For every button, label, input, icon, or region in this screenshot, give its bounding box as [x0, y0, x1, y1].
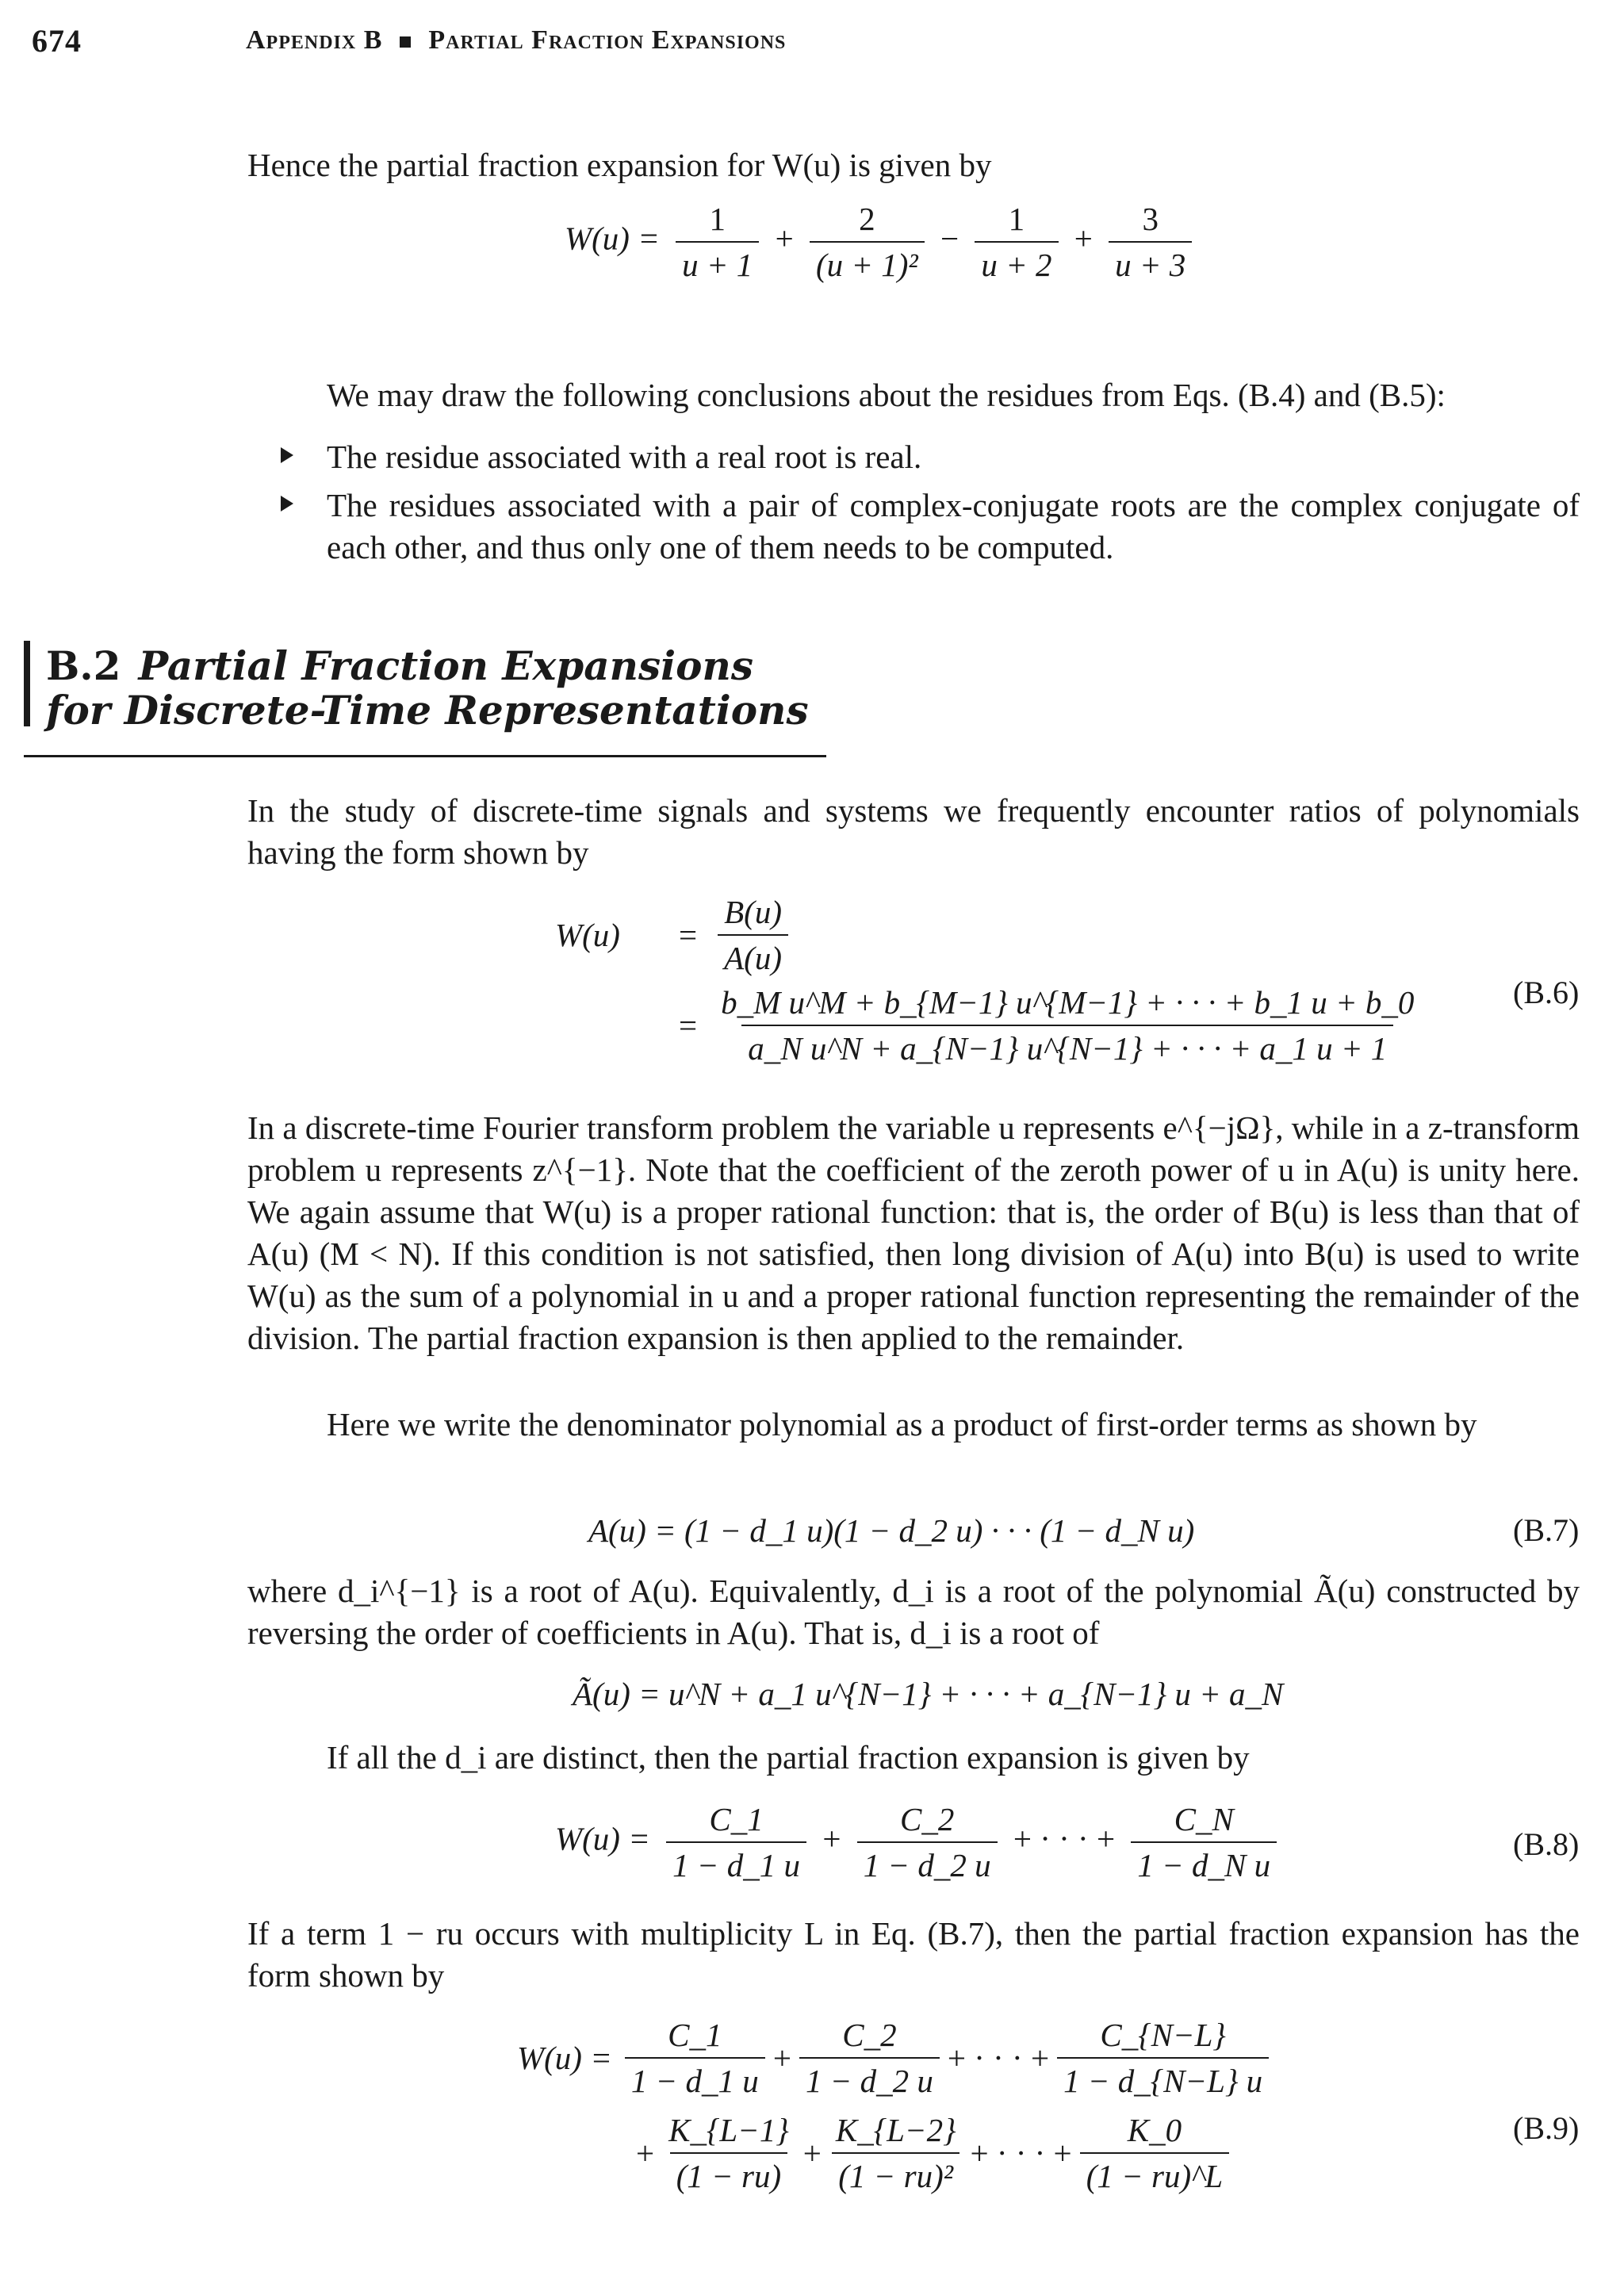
fraction: $\frac{3}{u + 3}$ [1109, 200, 1192, 284]
equation-number-b9: (B.9) [1513, 2110, 1580, 2146]
fraction: $\frac{C\_2}{1 - d\_2 u}$ [857, 1800, 998, 1884]
fraction: $\frac{\text{b\_M u\textasciicircum{}M + b\_\{M−1\} u\textasciicircum{}\{M−1\} + · · · + b\_1 u + b\_0}}{\text{a\_N u\textasciicircum{}N + a\_\{N−1\} u\textasciicircum{}\{N−1\} + · · · + a\_1 u + 1}}$ [721, 984, 1415, 1067]
chapter-title: Partial Fraction Expansions [428, 25, 787, 55]
fraction: $\frac{C\_1}{1 - d\_1 u}$ [625, 2016, 765, 2100]
section-rule [24, 755, 826, 757]
separator-square-icon [400, 36, 411, 48]
equation-number-b7: (B.7) [1513, 1512, 1580, 1548]
fraction: $\frac{K\_0}{(1 - ru)\^{}L}$ [1080, 2111, 1230, 2195]
fraction: $\frac{K\_\{L-1\}}{(1 - ru)}$ [668, 2112, 789, 2194]
appendix-label: Appendix B [246, 25, 383, 55]
bullet-triangle-icon [281, 496, 293, 511]
running-title [246, 25, 786, 56]
equation-b8: W(u) = $\frac{C\_1}{1 - d\_1 u}$ + $\frac{C\_2}{1 - d\_2 u}$ + · · · + $\frac{C\_N}{\text{1 − d\_N u}}$ [555, 1800, 1285, 1884]
fraction: $\frac{C\_N}{\text{1 − d\_N u}}$ [1131, 1800, 1277, 1884]
section-bar [24, 641, 30, 726]
paragraph-5: If all the d_i are distinct, then the partial fraction expansion is given by [327, 1739, 1250, 1776]
fraction: $\frac{C\_2}{1 - d\_2 u}$ [799, 2016, 940, 2100]
fraction: $\frac{2}{\text{(u + 1)²}}$ [810, 200, 925, 284]
fraction: $\frac{1}{u + 1}$ [676, 200, 759, 284]
equation-b6: W(u) = $\frac{B(u)}{A(u)}$ = $\frac{\text{b\_M u\textasciicircum{}M + b\_\{M−1\} u\textasciicircum{}\{M−1\} + · · · + b\_1 u + b\_0}}{\text{a\_N u\textasciicircum{}N + a\_\{N−1\} u\textasciicircum{}\{N−1\} + · · · + a\_1 u + 1}}$ [555, 893, 1428, 1067]
bullet-list [263, 436, 1580, 569]
paragraph-6: If a term 1 − ru occurs with multiplicity L in Eq. (B.7), then the partial fraction expansion has the form shown by [247, 1915, 1580, 1994]
fraction: $\frac{B(u)}{A(u)}$ [718, 893, 788, 977]
fraction: $\frac{1}{u + 2}$ [975, 200, 1058, 284]
bullet-triangle-icon [281, 447, 293, 463]
equation-b9: W(u) = $\frac{C\_1}{1 - d\_1 u}$ + $\frac{C\_2}{1 - d\_2 u}$ + · · · + $\frac{C\_\{N-L\}}{1 - d\_\{N-L\} u}$ + $\frac{K\_\{L-1\}}{(1 - ru)}$ + $\frac{K\_\{L-2\}}{\text{(1 − ru)²}}$ + · · · + $\frac{K\_0}{(1 - ru)\^{}L}$ [517, 2016, 1277, 2195]
running-header [32, 22, 1586, 70]
equation-number-b6: (B.6) [1513, 975, 1580, 1010]
paragraph-2: In a discrete-time Fourier transform problem the variable u represents e^{−jΩ}, while in a z-transform problem u represents z^{−1}. Note that the coefficient of the zeroth power of u in A(u) is unity here. We again assume that W(u) is a proper rational function: that is, the order of B(u) is less than that of A(u) (M < N). If this condition is not satisfied, then long division of A(u) into B(u) is used to write W(u) as the sum of a polynomial in u and a proper rational function representing the remainder of the division. The partial fraction expansion is then applied to the remainder. [247, 1109, 1580, 1356]
page-number: 674 [32, 23, 82, 59]
paragraph-3: Here we write the denominator polynomial as a product of first-order terms as shown by [327, 1406, 1477, 1443]
fraction: $\frac{K\_\{L-2\}}{\text{(1 − ru)²}}$ [829, 2111, 963, 2195]
list-item: The residues associated with a pair of complex-conjugate roots are the complex conjugate of each other, and thus only one of them needs to be computed. [263, 485, 1580, 569]
equation-b7: A(u) = (1 − d_1 u)(1 − d_2 u) · · · (1 − d_N u) [588, 1512, 1195, 1549]
fraction: $\frac{C\_\{N-L\}}{1 - d\_\{N-L\} u}$ [1057, 2016, 1269, 2100]
list-item: The residue associated with a real root is real. [263, 436, 1580, 478]
paragraph-1: In the study of discrete-time signals and systems we frequently encounter ratios of polynomials having the form shown by [247, 792, 1580, 871]
fraction: $\frac{C\_1}{1 - d\_1 u}$ [666, 1800, 806, 1884]
equation-expansion-result: W(u) = $\frac{1}{u + 1}$ + $\frac{2}{\text{(u + 1)²}}$ − $\frac{1}{u + 2}$ + $\frac{3}{u + 3}$ [565, 200, 1200, 284]
paragraph-4: where d_i^{−1} is a root of A(u). Equivalently, d_i is a root of the polynomial Ã(u) constructed by reversing the order of coefficients in A(u). That is, d_i is a root of [247, 1573, 1580, 1651]
equation-number-b8: (B.8) [1513, 1826, 1580, 1862]
intro-paragraph: Hence the partial fraction expansion for W(u) is given by [247, 147, 992, 183]
section-heading: B.2 Partial Fraction Expansions for Discrete-Time Representations [46, 642, 809, 734]
equation-a-tilde: Ã(u) = u^N + a_1 u^{N−1} + · · · + a_{N−1} u + a_N [573, 1676, 1284, 1712]
conclusions-intro: We may draw the following conclusions about the residues from Eqs. (B.4) and (B.5): [327, 377, 1446, 413]
